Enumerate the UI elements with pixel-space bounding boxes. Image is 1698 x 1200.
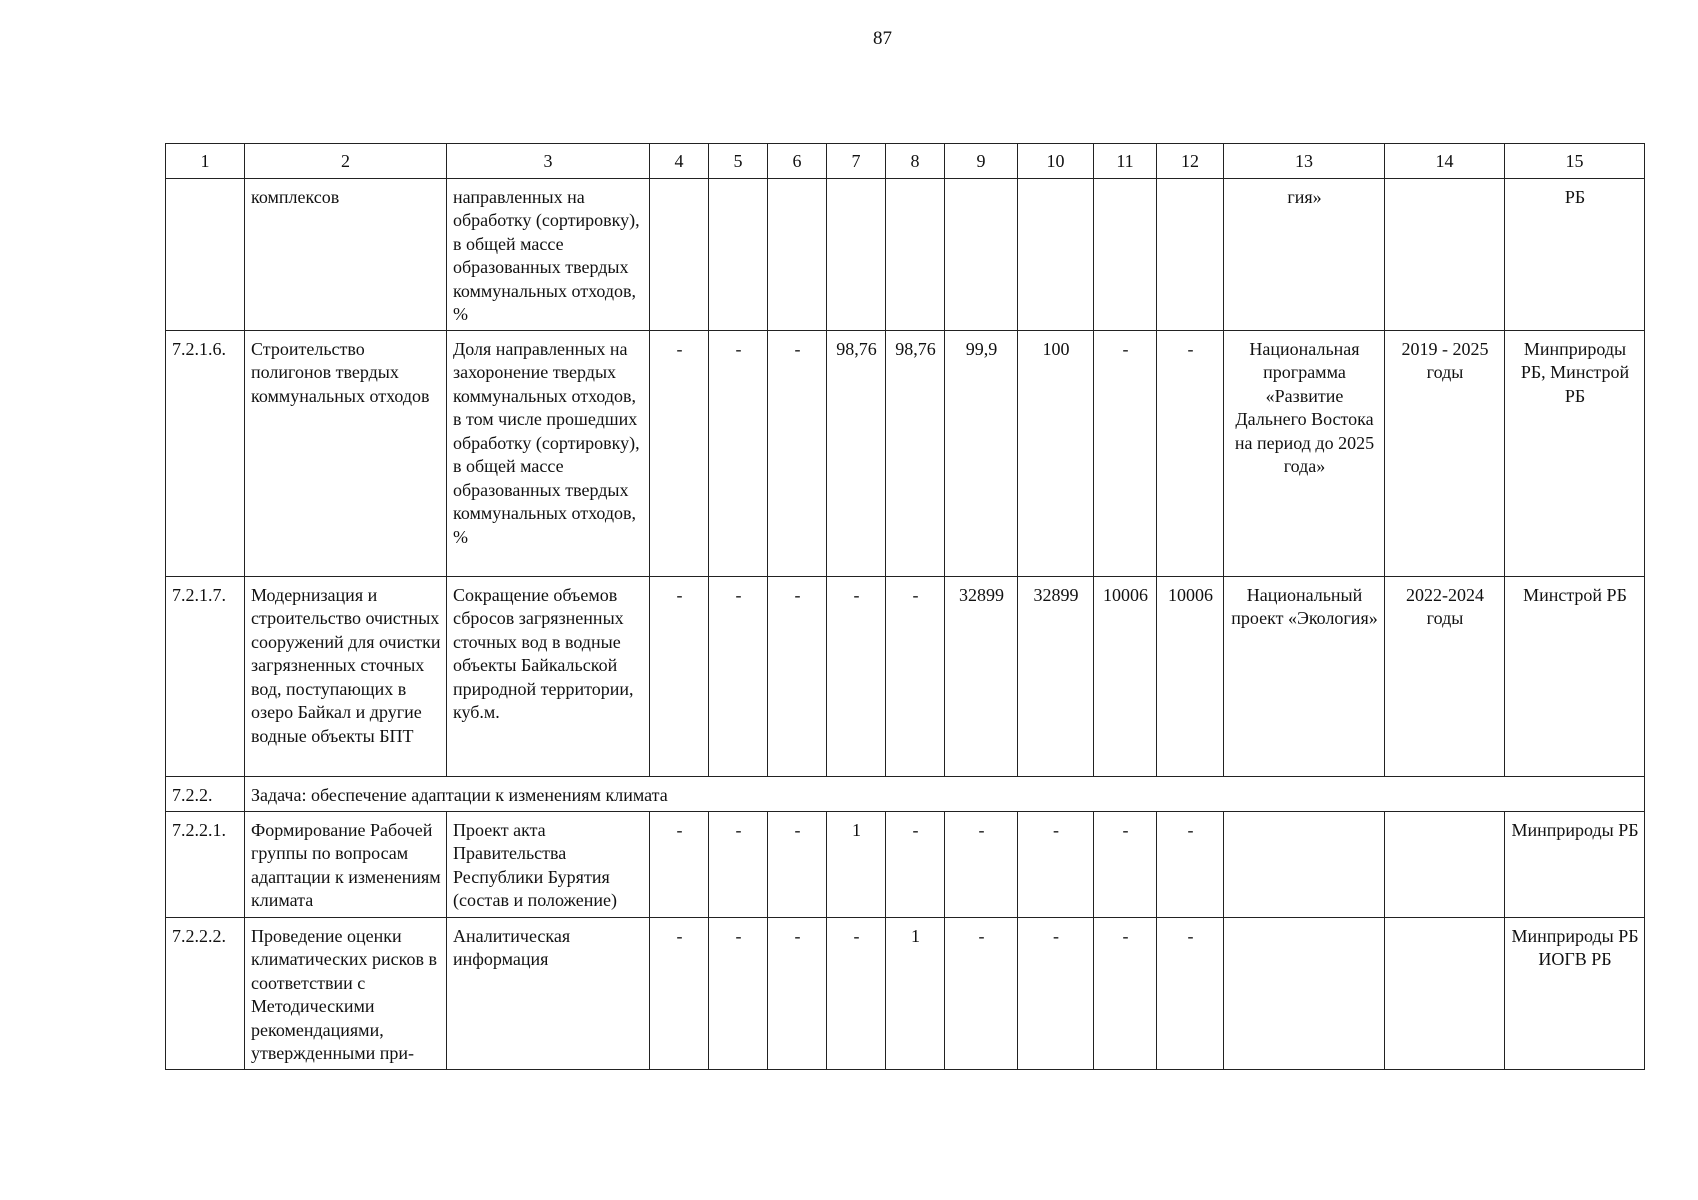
value-col-10: - <box>1018 811 1094 917</box>
executor: Минприроды РБ <box>1505 811 1645 917</box>
header-cell: 12 <box>1157 144 1224 179</box>
value-col-5: - <box>709 330 768 576</box>
value-col-10: 32899 <box>1018 576 1094 776</box>
value-col-5 <box>709 178 768 330</box>
header-cell: 3 <box>447 144 650 179</box>
executor: РБ <box>1505 178 1645 330</box>
value-col-11: - <box>1094 811 1157 917</box>
program-name <box>1224 917 1385 1069</box>
indicator-text: Проект акта Правительства Республики Бурятия (состав и положение) <box>447 811 650 917</box>
row-number: 7.2.2.2. <box>166 917 245 1069</box>
value-col-11: 10006 <box>1094 576 1157 776</box>
measure-name: Формирование Рабочей группы по вопросам адаптации к изменениям климата <box>245 811 447 917</box>
header-cell: 14 <box>1385 144 1505 179</box>
value-col-6: - <box>768 576 827 776</box>
column-number-row <box>166 144 1645 179</box>
indicator-text: Доля направленных на захоронение твердых коммунальных отходов, в том числе прошедших обработку (сортировку), в общей массе образованных твердых коммунальных отходов, % <box>447 330 650 576</box>
measure-name: Модернизация и строительство очистных сооружений для очистки загрязненных сточных вод, поступающих в озеро Байкал и другие водные объекты БПТ <box>245 576 447 776</box>
value-col-8 <box>886 178 945 330</box>
value-col-4: - <box>650 576 709 776</box>
period <box>1385 811 1505 917</box>
plan-table <box>165 143 1645 1070</box>
value-col-9: 99,9 <box>945 330 1018 576</box>
value-col-12 <box>1157 178 1224 330</box>
executor: Минприроды РБ, Минстрой РБ <box>1505 330 1645 576</box>
header-cell: 1 <box>166 144 245 179</box>
value-col-9: - <box>945 811 1018 917</box>
row-number: 7.2.1.6. <box>166 330 245 576</box>
task-text: Задача: обеспечение адаптации к изменениям климата <box>245 776 1645 811</box>
value-col-8: 98,76 <box>886 330 945 576</box>
value-col-6 <box>768 178 827 330</box>
program-name: Национальная программа «Развитие Дальнего Востока на период до 2025 года» <box>1224 330 1385 576</box>
header-cell: 6 <box>768 144 827 179</box>
header-cell: 2 <box>245 144 447 179</box>
value-col-8: - <box>886 576 945 776</box>
value-col-5: - <box>709 811 768 917</box>
table-row <box>166 178 1645 330</box>
period: 2022-2024 годы <box>1385 576 1505 776</box>
header-cell: 7 <box>827 144 886 179</box>
program-name <box>1224 811 1385 917</box>
header-cell: 8 <box>886 144 945 179</box>
value-col-9: 32899 <box>945 576 1018 776</box>
value-col-10: 100 <box>1018 330 1094 576</box>
table-row <box>166 330 1645 576</box>
value-col-4: - <box>650 330 709 576</box>
table-row <box>166 811 1645 917</box>
task-row <box>166 776 1645 811</box>
measure-name: Проведение оценки климатических рисков в соответствии с Методическими рекомендациями, утвержденными при- <box>245 917 447 1069</box>
row-number: 7.2.2.1. <box>166 811 245 917</box>
row-number <box>166 178 245 330</box>
value-col-6: - <box>768 811 827 917</box>
period <box>1385 178 1505 330</box>
value-col-8: - <box>886 811 945 917</box>
program-name: Национальный проект «Экология» <box>1224 576 1385 776</box>
value-col-10: - <box>1018 917 1094 1069</box>
header-cell: 4 <box>650 144 709 179</box>
indicator-text: направленных на обработку (сортировку), в общей массе образованных твердых коммунальных отходов, % <box>447 178 650 330</box>
value-col-8: 1 <box>886 917 945 1069</box>
table-row <box>166 576 1645 776</box>
task-number: 7.2.2. <box>166 776 245 811</box>
value-col-4: - <box>650 917 709 1069</box>
period <box>1385 917 1505 1069</box>
indicator-text: Аналитическая информация <box>447 917 650 1069</box>
value-col-10 <box>1018 178 1094 330</box>
value-col-7: 98,76 <box>827 330 886 576</box>
header-cell: 11 <box>1094 144 1157 179</box>
value-col-5: - <box>709 917 768 1069</box>
value-col-7: - <box>827 576 886 776</box>
executor: Минприроды РБ ИОГВ РБ <box>1505 917 1645 1069</box>
value-col-11: - <box>1094 330 1157 576</box>
header-cell: 13 <box>1224 144 1385 179</box>
value-col-7: 1 <box>827 811 886 917</box>
program-name: гия» <box>1224 178 1385 330</box>
value-col-11: - <box>1094 917 1157 1069</box>
header-cell: 15 <box>1505 144 1645 179</box>
row-number: 7.2.1.7. <box>166 576 245 776</box>
value-col-12: - <box>1157 917 1224 1069</box>
value-col-6: - <box>768 330 827 576</box>
page-number: 87 <box>873 28 892 49</box>
header-cell: 5 <box>709 144 768 179</box>
value-col-12: 10006 <box>1157 576 1224 776</box>
value-col-9: - <box>945 917 1018 1069</box>
value-col-9 <box>945 178 1018 330</box>
value-col-7: - <box>827 917 886 1069</box>
value-col-11 <box>1094 178 1157 330</box>
period: 2019 - 2025 годы <box>1385 330 1505 576</box>
value-col-12: - <box>1157 811 1224 917</box>
value-col-7 <box>827 178 886 330</box>
header-cell: 9 <box>945 144 1018 179</box>
value-col-5: - <box>709 576 768 776</box>
measure-name: Строительство полигонов твердых коммунальных отходов <box>245 330 447 576</box>
value-col-4: - <box>650 811 709 917</box>
executor: Минстрой РБ <box>1505 576 1645 776</box>
value-col-6: - <box>768 917 827 1069</box>
indicator-text: Сокращение объемов сбросов загрязненных сточных вод в водные объекты Байкальской природной территории, куб.м. <box>447 576 650 776</box>
measure-name: комплексов <box>245 178 447 330</box>
header-cell: 10 <box>1018 144 1094 179</box>
value-col-12: - <box>1157 330 1224 576</box>
table-row <box>166 917 1645 1069</box>
value-col-4 <box>650 178 709 330</box>
